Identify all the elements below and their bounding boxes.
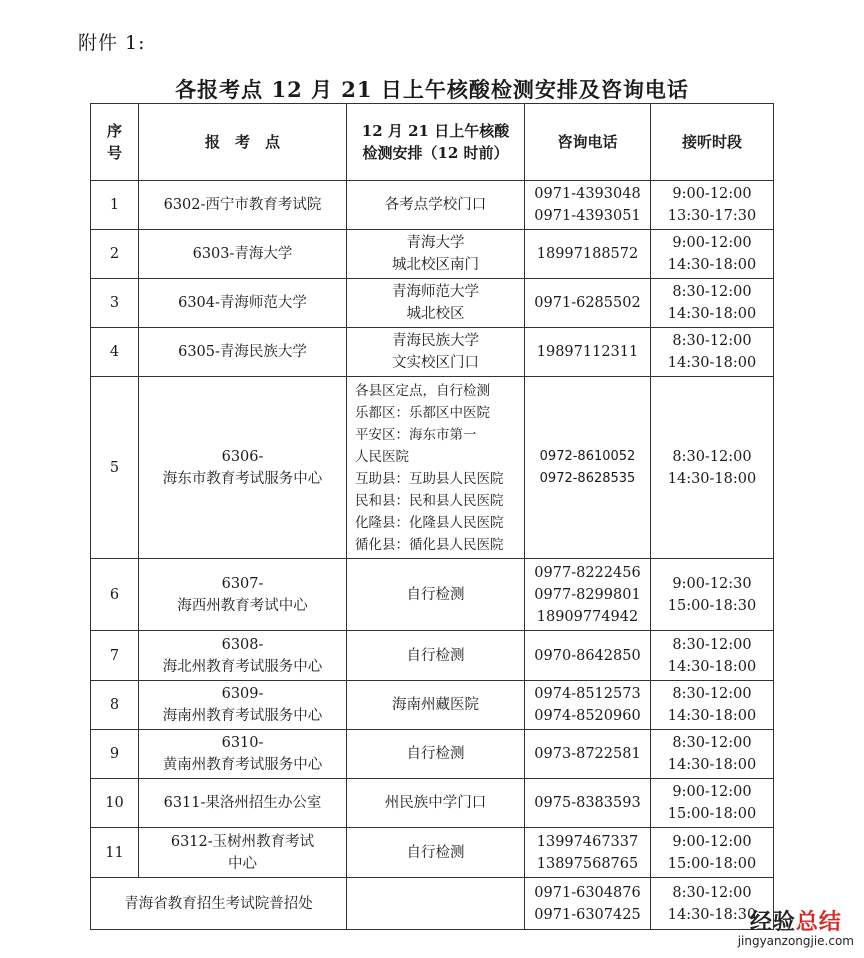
row-phone: 0970-8642850 — [525, 631, 651, 681]
header-hours: 接听时段 — [651, 104, 774, 181]
watermark-logo — [738, 905, 854, 936]
table-header-row — [91, 104, 774, 181]
watermark-logo-part2: 总结 — [795, 910, 842, 935]
table-row — [91, 730, 774, 779]
row-arrangement: 州民族中学门口 — [347, 779, 525, 828]
row-seq: 2 — [91, 230, 139, 279]
row-hours: 9:00-12:00 14:30-18:00 — [651, 230, 774, 279]
header-arrangement: 12 月 21 日上午核酸 检测安排（12 时前） — [347, 104, 525, 181]
row-phone: 0972-8610052 0972-8628535 — [525, 377, 651, 559]
row-phone: 0971-4393048 0971-4393051 — [525, 181, 651, 230]
attachment-label: 附件 1: — [78, 32, 146, 54]
header-seq: 序 号 — [91, 104, 139, 181]
table-row — [91, 779, 774, 828]
footer-arrangement — [347, 878, 525, 930]
row-hours: 9:00-12:00 13:30-17:30 — [651, 181, 774, 230]
footer-site: 青海省教育招生考试院普招处 — [91, 878, 347, 930]
row-arrangement: 青海民族大学 文实校区门口 — [347, 328, 525, 377]
table-row — [91, 681, 774, 730]
row-phone: 0977-8222456 0977-8299801 18909774942 — [525, 559, 651, 631]
row-phone: 0974-8512573 0974-8520960 — [525, 681, 651, 730]
row-arrangement: 自行检测 — [347, 828, 525, 878]
row-seq: 4 — [91, 328, 139, 377]
row-arrangement: 海南州藏医院 — [347, 681, 525, 730]
row-arrangement: 自行检测 — [347, 631, 525, 681]
row-seq: 10 — [91, 779, 139, 828]
row-hours: 8:30-12:00 14:30-18:00 — [651, 681, 774, 730]
row-arrangement: 各考点学校门口 — [347, 181, 525, 230]
row-seq: 8 — [91, 681, 139, 730]
row-seq: 1 — [91, 181, 139, 230]
row-seq: 6 — [91, 559, 139, 631]
row-site: 6304-青海师范大学 — [139, 279, 347, 328]
row-site: 6312-玉树州教育考试 中心 — [139, 828, 347, 878]
row-arrangement: 青海大学 城北校区南门 — [347, 230, 525, 279]
row-seq: 11 — [91, 828, 139, 878]
watermark-logo-part1: 经验 — [749, 910, 796, 935]
watermark — [738, 905, 854, 948]
footer-phone: 0971-6304876 0971-6307425 — [525, 878, 651, 930]
row-phone: 18997188572 — [525, 230, 651, 279]
row-seq: 9 — [91, 730, 139, 779]
row-phone: 0975-8383593 — [525, 779, 651, 828]
table-row — [91, 328, 774, 377]
row-site: 6302-西宁市教育考试院 — [139, 181, 347, 230]
document-title: 各报考点 12 月 21 日上午核酸检测安排及咨询电话 — [175, 77, 689, 102]
row-hours: 8:30-12:00 14:30-18:00 — [651, 730, 774, 779]
table-row — [91, 828, 774, 878]
header-phone: 咨询电话 — [525, 104, 651, 181]
row-arrangement: 自行检测 — [347, 559, 525, 631]
schedule-table — [90, 103, 774, 930]
row-hours: 9:00-12:30 15:00-18:30 — [651, 559, 774, 631]
row-arrangement: 自行检测 — [347, 730, 525, 779]
row-site: 6307- 海西州教育考试中心 — [139, 559, 347, 631]
table-row — [91, 559, 774, 631]
row-site: 6306- 海东市教育考试服务中心 — [139, 377, 347, 559]
row-site: 6303-青海大学 — [139, 230, 347, 279]
footer-hours: 8:30-12:00 14:30-18:30 — [651, 878, 774, 930]
row-hours: 8:30-12:00 14:30-18:00 — [651, 377, 774, 559]
table-row — [91, 631, 774, 681]
watermark-url: jingyanzongjie.com — [737, 934, 854, 948]
row-phone: 13997467337 13897568765 — [525, 828, 651, 878]
row-site: 6310- 黄南州教育考试服务中心 — [139, 730, 347, 779]
row-hours: 8:30-12:00 14:30-18:00 — [651, 279, 774, 328]
row-hours: 8:30-12:00 14:30-18:00 — [651, 631, 774, 681]
row-hours: 9:00-12:00 15:00-18:00 — [651, 828, 774, 878]
row-site: 6309- 海南州教育考试服务中心 — [139, 681, 347, 730]
row-seq: 7 — [91, 631, 139, 681]
table-row — [91, 181, 774, 230]
header-site: 报 考 点 — [139, 104, 347, 181]
row-seq: 5 — [91, 377, 139, 559]
row-site: 6305-青海民族大学 — [139, 328, 347, 377]
row-site: 6311-果洛州招生办公室 — [139, 779, 347, 828]
row-seq: 3 — [91, 279, 139, 328]
row-arrangement: 各县区定点，自行检测 乐都区：乐都区中医院 平安区：海东市第一 人民医院 互助县：互助县人民医院 民和县：民和县人民医院 化隆县：化隆县人民医院 循化县：循化县人民医院 — [347, 377, 525, 559]
row-hours: 8:30-12:00 14:30-18:00 — [651, 328, 774, 377]
row-phone: 0971-6285502 — [525, 279, 651, 328]
row-phone: 0973-8722581 — [525, 730, 651, 779]
table-row — [91, 279, 774, 328]
row-hours: 9:00-12:00 15:00-18:00 — [651, 779, 774, 828]
row-phone: 19897112311 — [525, 328, 651, 377]
table-row — [91, 230, 774, 279]
table-row-footer — [91, 878, 774, 930]
row-site: 6308- 海北州教育考试服务中心 — [139, 631, 347, 681]
table-row — [91, 377, 774, 559]
row-arrangement: 青海师范大学 城北校区 — [347, 279, 525, 328]
